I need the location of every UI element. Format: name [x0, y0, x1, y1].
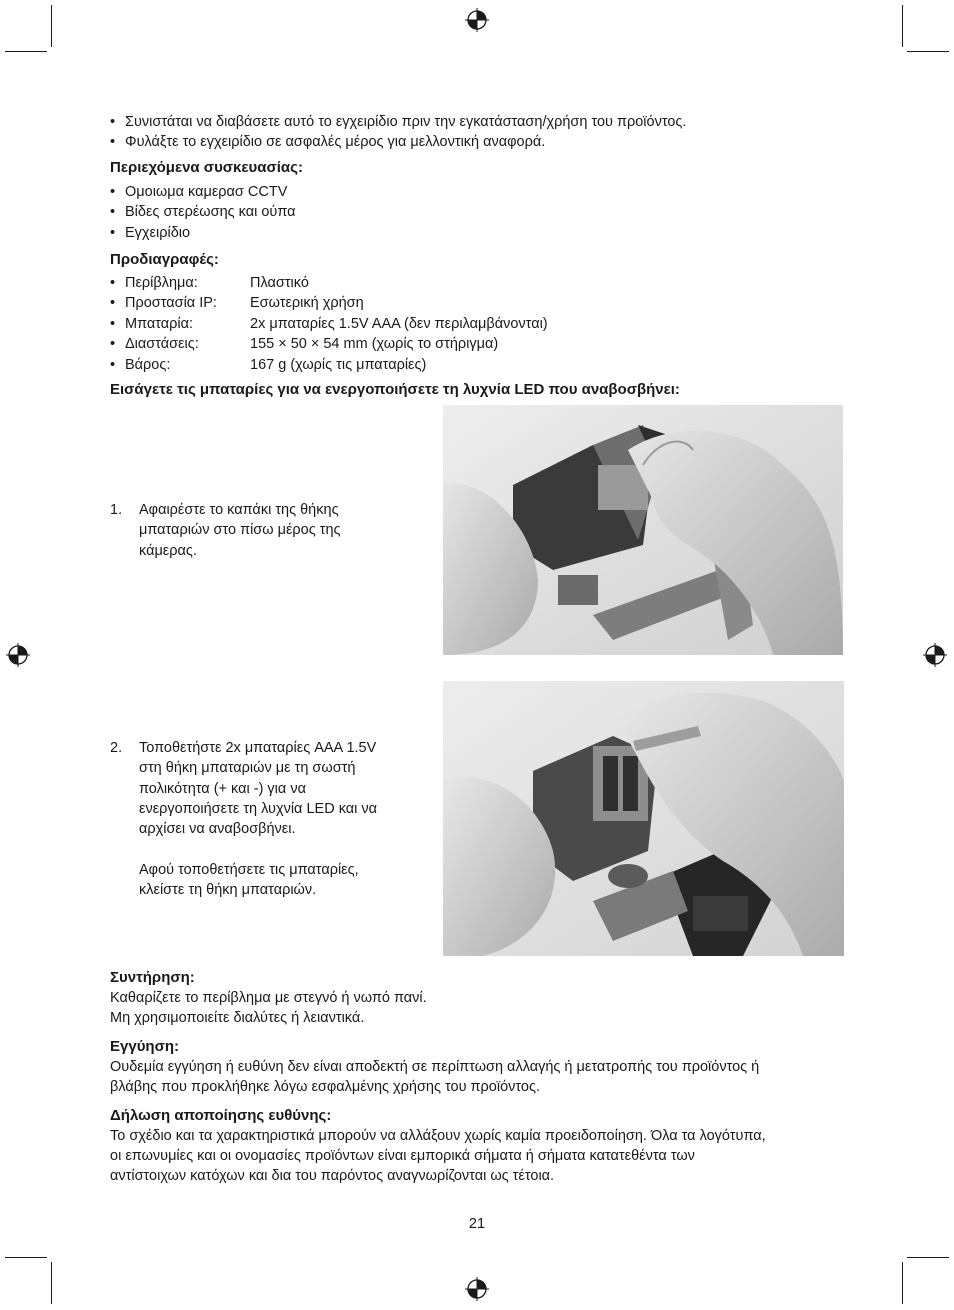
- spec-value: 155 × 50 × 54 mm (χωρίς το στήριγμα): [250, 336, 499, 353]
- spec-row: [110, 273, 548, 293]
- spec-key: Διαστάσεις:: [125, 336, 199, 353]
- text-line: πολικότητα (+ και -) για να: [139, 780, 306, 797]
- crop-mark: [902, 1262, 903, 1304]
- text-line: Αφαιρέστε το καπάκι της θήκης: [139, 502, 339, 518]
- disclaimer-heading: Δήλωση αποποίησης ευθύνης:: [110, 1107, 332, 1124]
- text-line: Καθαρίζετε το περίβλημα με στεγνό ή νωπό πανί.: [110, 990, 427, 1006]
- text-line: μπαταριών στο πίσω μέρος της: [139, 522, 341, 539]
- crop-mark: [5, 51, 47, 52]
- spec-key: Περίβλημα:: [125, 275, 198, 291]
- text-line: Τοποθετήστε 2x μπαταρίες AAA 1.5V: [139, 740, 377, 756]
- text-line: αρχίσει να αναβοσβήνει.: [139, 821, 296, 838]
- spec-row: [110, 334, 548, 354]
- registration-mark-icon: [6, 643, 30, 667]
- text-line: Το σχέδιο και τα χαρακτηριστικά μπορούν να αλλάξουν χωρίς καμία προειδοποίηση. Όλα τα λογότυπα,: [110, 1128, 766, 1144]
- spec-value: Εσωτερική χρήση: [250, 295, 364, 312]
- specs-heading: Προδιαγραφές:: [110, 251, 219, 268]
- registration-mark-icon: [923, 643, 947, 667]
- list-item: • Φυλάξτε το εγχειρίδιο σε ασφαλές μέρος για μελλοντική αναφορά.: [110, 132, 686, 152]
- spec-value: 167 g (χωρίς τις μπαταρίες): [250, 356, 427, 373]
- list-item: • Ομοιωμα καμερασ CCTV: [110, 182, 296, 202]
- warranty-heading: Εγγύηση:: [110, 1038, 180, 1055]
- list-item: • Βίδες στερέωσης και ούπα: [110, 202, 296, 222]
- maintenance-text: [110, 988, 427, 1028]
- list-item: • Εγχειρίδιο: [110, 223, 296, 243]
- spec-value: Πλαστικό: [250, 275, 309, 291]
- text-line: αντίστοιχων κατόχων και δια του παρόντος αναγνωρίζονται ως τέτοια.: [110, 1168, 555, 1185]
- text-line: οι επωνυμίες και οι ονομασίες προϊόντων είναι εμπορικά σήματα ή σήματα κατατεθέντα των: [110, 1148, 695, 1165]
- page-number: 21: [468, 1216, 486, 1232]
- photo-remove-battery-cover: [443, 405, 843, 655]
- warranty-text: [110, 1057, 759, 1097]
- battery-heading: Εισάγετε τις μπαταρίες για να ενεργοποιήσετε τη λυχνία LED που αναβοσβήνει:: [110, 381, 680, 398]
- spacer: [139, 839, 377, 859]
- text-line: βλάβης που προκλήθηκε λόγω εσφαλμένης χρήσης του προϊόντος.: [110, 1079, 540, 1096]
- crop-mark: [902, 5, 903, 47]
- crop-mark: [51, 1262, 52, 1304]
- text-line: Ουδεμία εγγύηση ή ευθύνη δεν είναι αποδεκτή σε περίπτωση αλλαγής ή μετατροπής του προϊόντος ή: [110, 1059, 760, 1075]
- list-item: • Συνιστάται να διαβάσετε αυτό το εγχειρίδιο πριν την εγκατάσταση/χρήση του προϊόντος.: [110, 112, 686, 132]
- crop-mark: [51, 5, 52, 47]
- text-line: Μη χρησιμοποιείτε διαλύτες ή λειαντικά.: [110, 1010, 365, 1027]
- spec-key: Βάρος:: [125, 356, 171, 373]
- photo-insert-batteries: [443, 681, 844, 956]
- registration-mark-icon: [465, 1277, 489, 1301]
- contents-heading: Περιεχόμενα συσκευασίας:: [110, 159, 303, 176]
- spec-key: Προστασία IP:: [125, 295, 217, 312]
- text-line: κάμερας.: [139, 542, 197, 559]
- contents-list: [110, 182, 296, 243]
- registration-mark-icon: [465, 8, 489, 32]
- step-number: 2.: [110, 740, 123, 756]
- text-line: στη θήκη μπαταριών με τη σωστή: [139, 760, 356, 777]
- maintenance-heading: Συντήρηση:: [110, 969, 195, 986]
- crop-mark: [907, 1257, 949, 1258]
- spec-key: Μπαταρία:: [125, 315, 194, 332]
- spec-row: [110, 314, 548, 334]
- disclaimer-text: [110, 1126, 766, 1187]
- step-number: 1.: [110, 502, 123, 518]
- intro-bullet-list: [110, 112, 686, 153]
- specs-list: [110, 273, 548, 375]
- step-text: [139, 500, 341, 561]
- crop-mark: [907, 51, 949, 52]
- spec-row: [110, 355, 548, 375]
- text-line: ενεργοποιήσετε τη λυχνία LED και να: [139, 800, 378, 817]
- spec-row: [110, 293, 548, 313]
- spec-value: 2x μπαταρίες 1.5V AAA (δεν περιλαμβάνονται): [250, 315, 548, 332]
- step-text: [139, 738, 377, 900]
- text-line: κλείστε τη θήκη μπαταριών.: [139, 882, 317, 899]
- crop-mark: [5, 1257, 47, 1258]
- text-line: Αφού τοποθετήσετε τις μπαταρίες,: [139, 861, 359, 878]
